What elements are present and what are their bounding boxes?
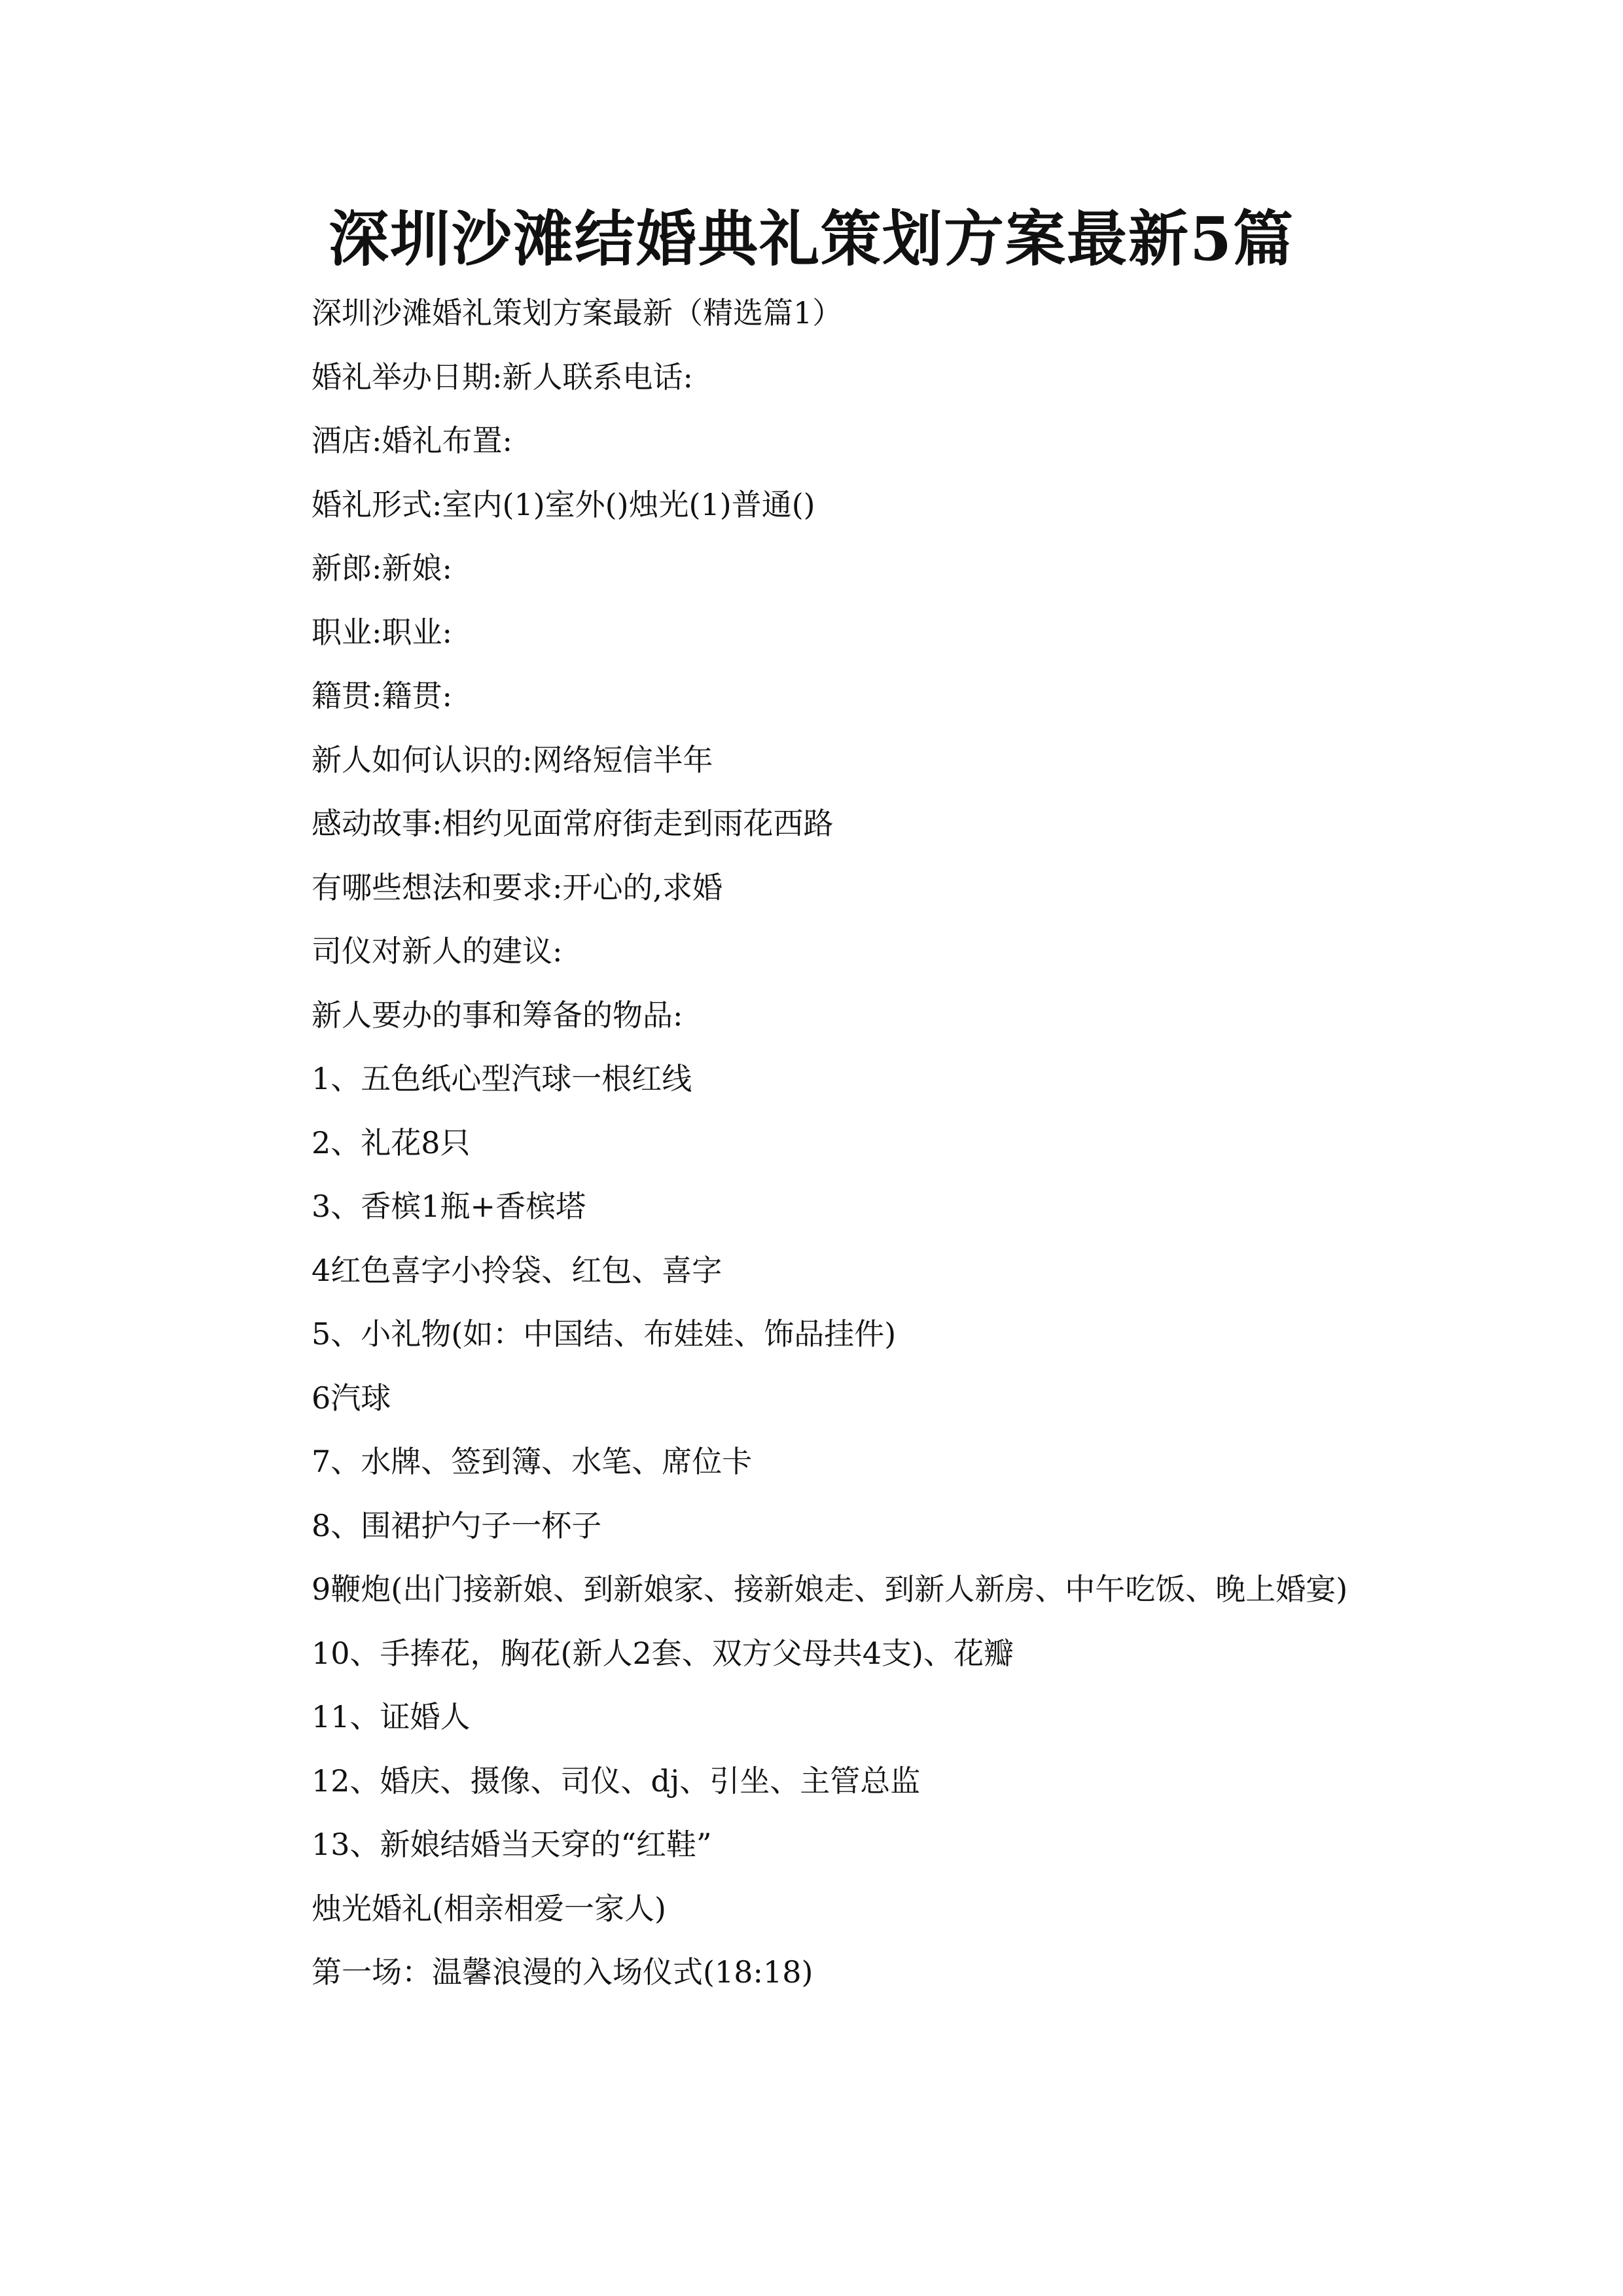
- list-item-9: 9鞭炮(出门接新娘、到新娘家、接新娘走、到新人新房、中午吃饭、晚上婚宴): [312, 1571, 1348, 1607]
- paragraph-section-heading: 深圳沙滩婚礼策划方案最新（精选篇1）: [312, 295, 843, 331]
- list-item-11: 11、证婚人: [312, 1699, 471, 1734]
- list-item-12: 12、婚庆、摄像、司仪、dj、引坐、主管总监: [312, 1763, 921, 1799]
- paragraph-wedding-form: 婚礼形式:室内(1)室外()烛光(1)普通(): [312, 486, 815, 522]
- list-item-3: 3、香槟1瓶+香槟塔: [312, 1189, 586, 1224]
- list-item-6: 6汽球: [312, 1380, 391, 1416]
- paragraph-hotel: 酒店:婚礼布置:: [312, 423, 512, 458]
- paragraph-items-heading: 新人要办的事和筹备的物品:: [312, 997, 683, 1033]
- list-item-1: 1、五色纸心型汽球一根红线: [312, 1061, 692, 1096]
- list-item-2: 2、礼花8只: [312, 1124, 471, 1160]
- document-title: 深圳沙滩结婚典礼策划方案最新5篇: [328, 204, 1294, 274]
- paragraph-mc-advice: 司仪对新人的建议:: [312, 933, 563, 969]
- paragraph-occupation: 职业:职业:: [312, 614, 452, 650]
- list-item-7: 7、水牌、签到簿、水笔、席位卡: [312, 1444, 753, 1479]
- list-item-4: 4红色喜字小拎袋、红包、喜字: [312, 1252, 722, 1288]
- list-item-5: 5、小礼物(如：中国结、布娃娃、饰品挂件): [312, 1316, 897, 1352]
- list-item-8: 8、围裙护勺子一杯子: [312, 1507, 602, 1543]
- paragraph-candlelight-wedding: 烛光婚礼(相亲相爱一家人): [312, 1890, 666, 1926]
- document-body: [246, 281, 1385, 2005]
- paragraph-wedding-date: 婚礼举办日期:新人联系电话:: [312, 359, 693, 395]
- paragraph-requirements: 有哪些想法和要求:开心的,求婚: [312, 869, 723, 905]
- paragraph-story: 感动故事:相约见面常府街走到雨花西路: [312, 806, 834, 841]
- paragraph-first-scene: 第一场：温馨浪漫的入场仪式(18:18): [312, 1954, 813, 1990]
- paragraph-hometown: 籍贯:籍贯:: [312, 678, 452, 713]
- paragraph-groom-bride: 新郎:新娘:: [312, 550, 452, 586]
- list-item-10: 10、手捧花，胸花(新人2套、双方父母共4支)、花瓣: [312, 1635, 1014, 1671]
- list-item-13: 13、新娘结婚当天穿的“红鞋”: [312, 1827, 712, 1862]
- paragraph-how-met: 新人如何认识的:网络短信半年: [312, 742, 713, 778]
